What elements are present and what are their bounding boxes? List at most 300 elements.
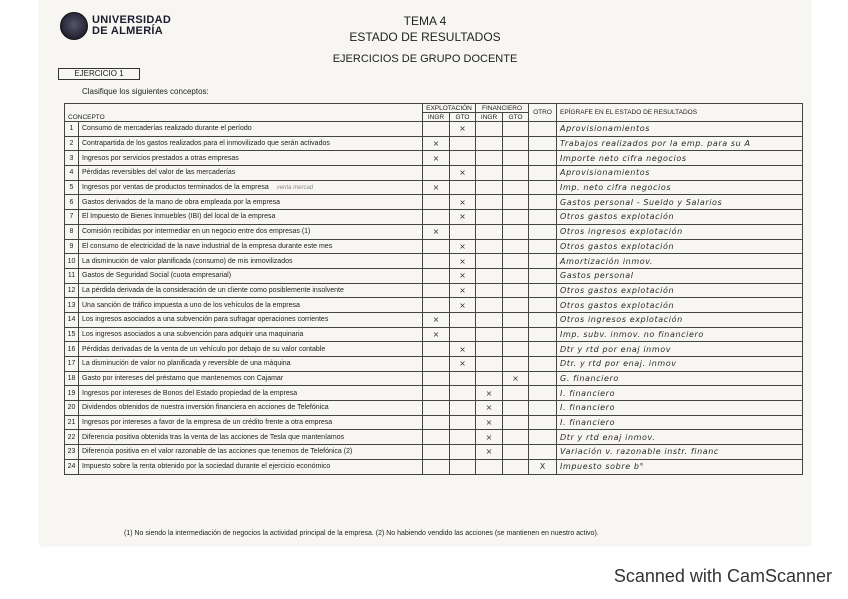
row-number-text: 14 <box>67 316 76 324</box>
row-epigrafe-text: Dtr y rtd por enaj inmov <box>560 344 672 354</box>
mark-expl-gto-text: × <box>459 241 466 251</box>
mark-expl-gto <box>450 415 476 430</box>
row-epigrafe <box>557 371 803 386</box>
table-row <box>65 298 803 313</box>
mark-fin-gto <box>503 312 529 327</box>
row-number <box>65 401 79 416</box>
table-body <box>65 122 803 475</box>
table-row <box>65 195 803 210</box>
row-number-text: 6 <box>69 198 74 206</box>
mark-otro <box>529 268 557 283</box>
row-number <box>65 283 79 298</box>
table-row <box>65 371 803 386</box>
mark-expl-gto <box>450 180 476 195</box>
mark-expl-gto <box>450 430 476 445</box>
row-epigrafe-text: Gastos personal <box>560 271 634 281</box>
doc-section: EJERCICIOS DE GRUPO DOCENTE <box>332 53 518 65</box>
row-epigrafe <box>557 401 803 416</box>
mark-expl-gto <box>450 298 476 313</box>
mark-expl-ingr <box>423 445 450 460</box>
row-concepto-text: Los ingresos asociados a una subvención para sufragar operaciones corrientes <box>82 316 329 324</box>
mark-fin-ingr-text: × <box>485 432 493 442</box>
table-row <box>65 312 803 327</box>
row-concepto <box>79 268 423 283</box>
mark-expl-ingr <box>423 166 450 181</box>
row-epigrafe <box>557 445 803 460</box>
mark-expl-ingr <box>423 122 450 137</box>
mark-expl-gto-text: × <box>459 285 466 295</box>
exercise-label: EJERCICIO 1 <box>58 68 140 80</box>
mark-expl-ingr-text: × <box>432 329 440 339</box>
classification-table <box>64 103 803 475</box>
mark-fin-ingr <box>476 312 503 327</box>
mark-expl-gto-text: × <box>459 124 466 134</box>
row-epigrafe <box>557 386 803 401</box>
row-concepto <box>79 459 423 474</box>
row-epigrafe-text: I. financiero <box>560 388 616 398</box>
mark-fin-ingr <box>476 180 503 195</box>
row-number-text: 13 <box>67 301 76 309</box>
row-number <box>65 445 79 460</box>
mark-expl-ingr-text: × <box>432 139 440 149</box>
mark-fin-ingr <box>476 166 503 181</box>
mark-fin-ingr <box>476 224 503 239</box>
row-concepto-text: Contrapartida de los gastos realizados para el inmovilizado que serán activados <box>82 140 330 148</box>
mark-fin-ingr <box>476 268 503 283</box>
row-epigrafe-text: Aprovisionamientos <box>560 168 650 178</box>
mark-expl-ingr <box>423 371 450 386</box>
mark-expl-ingr <box>423 136 450 151</box>
mark-fin-ingr <box>476 371 503 386</box>
mark-fin-ingr <box>476 254 503 269</box>
mark-otro <box>529 151 557 166</box>
mark-expl-ingr <box>423 430 450 445</box>
row-epigrafe <box>557 459 803 474</box>
row-concepto <box>79 254 423 269</box>
row-number <box>65 371 79 386</box>
mark-fin-ingr <box>476 401 503 416</box>
row-epigrafe-text: G. financiero <box>560 374 619 384</box>
mark-fin-gto <box>503 342 529 357</box>
row-number-text: 5 <box>69 184 74 192</box>
row-number-text: 21 <box>67 419 76 427</box>
mark-expl-gto <box>450 195 476 210</box>
university-name-line2: DE ALMERÍA <box>92 25 164 37</box>
row-epigrafe <box>557 430 803 445</box>
mark-expl-gto <box>450 210 476 225</box>
row-number-text: 9 <box>69 242 74 250</box>
mark-fin-gto <box>503 459 529 474</box>
table-row <box>65 386 803 401</box>
row-number <box>65 166 79 181</box>
row-epigrafe-text: Amortización inmov. <box>560 256 654 266</box>
row-number <box>65 342 79 357</box>
mark-expl-gto <box>450 283 476 298</box>
row-epigrafe-text: Aprovisionamientos <box>560 124 650 134</box>
row-epigrafe-text: Otros gastos explotación <box>560 300 675 310</box>
mark-expl-gto <box>450 122 476 137</box>
mark-fin-ingr <box>476 283 503 298</box>
mark-fin-ingr <box>476 298 503 313</box>
row-number-text: 2 <box>69 140 74 148</box>
row-epigrafe-text: Dtr y rtd enaj inmov. <box>560 432 656 442</box>
scanned-page <box>40 0 810 545</box>
mark-fin-gto <box>503 386 529 401</box>
row-epigrafe-text: Otros gastos explotación <box>560 241 675 251</box>
mark-expl-ingr <box>423 298 450 313</box>
row-concepto-text: Diferencia positiva obtenida tras la venta de las acciones de Tesla que manteníamos <box>82 433 345 441</box>
mark-fin-gto <box>503 151 529 166</box>
row-concepto-text: Consumo de mercaderías realizado durante el período <box>82 125 252 133</box>
mark-fin-gto <box>503 166 529 181</box>
row-number <box>65 180 79 195</box>
row-number-text: 3 <box>69 154 74 162</box>
row-epigrafe <box>557 224 803 239</box>
table-row <box>65 357 803 372</box>
mark-fin-ingr <box>476 459 503 474</box>
mark-expl-gto <box>450 239 476 254</box>
header-otro: OTRO <box>529 104 557 122</box>
row-number-text: 15 <box>67 330 76 338</box>
row-epigrafe-text: Otros gastos explotación <box>560 285 675 295</box>
mark-fin-gto <box>503 239 529 254</box>
table-row <box>65 122 803 137</box>
mark-fin-gto <box>503 268 529 283</box>
row-epigrafe <box>557 151 803 166</box>
row-concepto-text: Comisión recibidas por intermediar en un negocio entre dos empresas (1) <box>82 228 311 236</box>
row-epigrafe <box>557 254 803 269</box>
row-concepto-text: El Impuesto de Bienes Inmuebles (IBI) del local de la empresa <box>82 213 276 221</box>
row-number <box>65 327 79 342</box>
row-concepto <box>79 371 423 386</box>
mark-expl-gto <box>450 459 476 474</box>
row-epigrafe <box>557 195 803 210</box>
row-number <box>65 415 79 430</box>
header-explotacion: EXPLOTACIÓN <box>423 104 476 113</box>
row-number <box>65 136 79 151</box>
row-concepto <box>79 312 423 327</box>
mark-fin-ingr <box>476 415 503 430</box>
university-name-line1: UNIVERSIDAD <box>92 14 172 26</box>
row-concepto <box>79 386 423 401</box>
mark-fin-ingr <box>476 386 503 401</box>
mark-expl-gto <box>450 136 476 151</box>
mark-expl-ingr <box>423 401 450 416</box>
row-epigrafe <box>557 180 803 195</box>
row-epigrafe-text: Trabajos realizados por la emp. para su A <box>560 139 751 149</box>
row-concepto-text: Gastos derivados de la mano de obra empleada por la empresa <box>82 198 281 206</box>
mark-expl-gto <box>450 166 476 181</box>
table-row <box>65 401 803 416</box>
row-number-text: 24 <box>67 463 76 471</box>
row-concepto <box>79 239 423 254</box>
row-number <box>65 239 79 254</box>
row-epigrafe <box>557 415 803 430</box>
mark-fin-ingr <box>476 122 503 137</box>
mark-expl-ingr-text: × <box>432 153 440 163</box>
row-number-text: 7 <box>69 213 74 221</box>
table-row <box>65 268 803 283</box>
header-fin-gto: GTO <box>503 113 529 122</box>
mark-fin-gto <box>503 136 529 151</box>
mark-expl-gto <box>450 151 476 166</box>
row-epigrafe-text: Impuesto sobre b° <box>560 462 645 472</box>
mark-fin-gto <box>503 357 529 372</box>
mark-expl-ingr <box>423 268 450 283</box>
mark-expl-ingr <box>423 224 450 239</box>
mark-otro <box>529 459 557 474</box>
mark-expl-gto-text: × <box>459 197 466 207</box>
row-concepto <box>79 151 423 166</box>
mark-expl-ingr <box>423 195 450 210</box>
header-expl-ingr: INGR <box>423 113 450 122</box>
mark-fin-gto <box>503 327 529 342</box>
row-concepto-text: Ingresos por intereses de Bonos del Estado propiedad de la empresa <box>82 389 298 397</box>
mark-otro <box>529 210 557 225</box>
row-concepto <box>79 136 423 151</box>
row-number-text: 20 <box>67 404 76 412</box>
mark-expl-gto <box>450 254 476 269</box>
row-concepto-text: Pérdidas derivadas de la venta de un vehículo por debajo de su valor contable <box>82 345 326 353</box>
mark-otro <box>529 166 557 181</box>
mark-expl-ingr-text: × <box>432 315 440 325</box>
row-concepto-text: La disminución de valor planificada (consumo) de mis inmovilizados <box>82 257 293 265</box>
table-row <box>65 430 803 445</box>
mark-expl-ingr <box>423 386 450 401</box>
mark-expl-gto <box>450 445 476 460</box>
mark-fin-ingr <box>476 151 503 166</box>
row-number <box>65 298 79 313</box>
mark-expl-ingr <box>423 151 450 166</box>
mark-expl-ingr <box>423 210 450 225</box>
mark-otro <box>529 327 557 342</box>
row-concepto <box>79 224 423 239</box>
mark-fin-gto <box>503 180 529 195</box>
row-epigrafe <box>557 298 803 313</box>
mark-expl-ingr <box>423 357 450 372</box>
row-concepto <box>79 415 423 430</box>
row-concepto <box>79 210 423 225</box>
row-concepto-text: Ingresos por ventas de productos terminados de la empresa <box>82 184 269 192</box>
row-number <box>65 312 79 327</box>
row-epigrafe-text: Otros gastos explotación <box>560 212 675 222</box>
table-row <box>65 136 803 151</box>
mark-expl-ingr <box>423 180 450 195</box>
camscanner-watermark: Scanned with CamScanner <box>613 566 832 586</box>
mark-fin-gto <box>503 283 529 298</box>
mark-expl-gto-text: × <box>459 300 466 310</box>
mark-fin-gto <box>503 415 529 430</box>
mark-fin-gto <box>503 122 529 137</box>
row-concepto <box>79 430 423 445</box>
mark-expl-gto <box>450 357 476 372</box>
mark-otro <box>529 371 557 386</box>
mark-expl-ingr <box>423 283 450 298</box>
mark-otro <box>529 298 557 313</box>
row-number-text: 17 <box>67 360 76 368</box>
row-concepto-text: Impuesto sobre la renta obtenido por la sociedad durante el ejercicio económico <box>82 463 331 471</box>
mark-fin-gto <box>503 298 529 313</box>
row-number-text: 19 <box>67 389 76 397</box>
mark-fin-ingr <box>476 195 503 210</box>
row-concepto-text: El consumo de electricidad de la nave industrial de la empresa durante este mes <box>82 242 333 250</box>
row-concepto-text: Gastos de Seguridad Social (cuota empresarial) <box>82 272 232 280</box>
row-concepto <box>79 283 423 298</box>
mark-expl-ingr <box>423 239 450 254</box>
mark-expl-gto <box>450 401 476 416</box>
mark-otro-text: X <box>539 462 546 472</box>
row-concepto-text: Dividendos obtenidos de nuestra inversión financiera en acciones de Telefónica <box>82 404 329 412</box>
mark-otro <box>529 239 557 254</box>
row-number-text: 22 <box>67 433 76 441</box>
mark-expl-gto-text: × <box>459 256 466 266</box>
table-row <box>65 239 803 254</box>
row-epigrafe-text: Gastos personal - Sueldo y Salarios <box>560 197 723 207</box>
mark-expl-ingr <box>423 415 450 430</box>
row-epigrafe-text: Otros ingresos explotación <box>560 227 683 237</box>
mark-otro <box>529 430 557 445</box>
row-number <box>65 122 79 137</box>
row-number-text: 23 <box>67 448 76 456</box>
row-epigrafe-text: I. financiero <box>560 418 616 428</box>
row-epigrafe <box>557 166 803 181</box>
mark-expl-ingr <box>423 459 450 474</box>
mark-expl-gto-text: × <box>459 359 466 369</box>
mark-fin-gto <box>503 401 529 416</box>
mark-expl-gto <box>450 312 476 327</box>
footnote: (1) No siendo la intermediación de negocios la actividad principal de la empresa. (2) No habiendo vendido las acciones (se mantienen en nuestro activo). <box>124 530 599 537</box>
mark-fin-ingr <box>476 342 503 357</box>
mark-otro <box>529 415 557 430</box>
mark-otro <box>529 401 557 416</box>
mark-otro <box>529 122 557 137</box>
mark-otro <box>529 445 557 460</box>
row-number <box>65 151 79 166</box>
table-row <box>65 151 803 166</box>
row-concepto-text: Pérdidas reversibles del valor de las mercaderías <box>82 169 236 177</box>
table-row <box>65 180 803 195</box>
mark-expl-ingr-text: × <box>432 183 440 193</box>
mark-fin-gto <box>503 430 529 445</box>
row-epigrafe <box>557 357 803 372</box>
mark-fin-gto <box>503 254 529 269</box>
row-concepto <box>79 195 423 210</box>
row-epigrafe-text: Variación v. razonable instr. financ <box>560 447 719 457</box>
row-epigrafe <box>557 210 803 225</box>
row-number <box>65 430 79 445</box>
mark-expl-ingr <box>423 327 450 342</box>
mark-fin-ingr <box>476 430 503 445</box>
row-concepto <box>79 357 423 372</box>
row-epigrafe <box>557 239 803 254</box>
row-epigrafe <box>557 268 803 283</box>
mark-fin-gto <box>503 371 529 386</box>
table-row <box>65 342 803 357</box>
mark-expl-gto-text: × <box>459 271 466 281</box>
mark-otro <box>529 342 557 357</box>
row-concepto-text: Los ingresos asociados a una subvención para adquirir una maquinaria <box>82 330 304 338</box>
row-concepto <box>79 327 423 342</box>
row-epigrafe-text: Imp. subv. inmov. no financiero <box>560 329 704 339</box>
mark-fin-ingr <box>476 445 503 460</box>
mark-expl-ingr <box>423 254 450 269</box>
mark-fin-ingr-text: × <box>485 403 493 413</box>
row-epigrafe <box>557 342 803 357</box>
row-number-text: 10 <box>67 257 76 265</box>
row-number <box>65 254 79 269</box>
row-number <box>65 224 79 239</box>
mark-otro <box>529 224 557 239</box>
row-number <box>65 459 79 474</box>
table-row <box>65 459 803 474</box>
row-number <box>65 357 79 372</box>
table-row <box>65 166 803 181</box>
mark-expl-gto-text: × <box>459 344 466 354</box>
row-concepto <box>79 180 423 195</box>
header-fin-ingr: INGR <box>476 113 503 122</box>
mark-expl-gto-text: × <box>459 168 466 178</box>
mark-fin-ingr <box>476 239 503 254</box>
header-epigrafe: EPÍGRAFE EN EL ESTADO DE RESULTADOS <box>557 104 803 122</box>
mark-expl-ingr <box>423 312 450 327</box>
mark-expl-gto <box>450 268 476 283</box>
row-concepto <box>79 166 423 181</box>
mark-fin-ingr-text: × <box>485 388 493 398</box>
mark-expl-gto <box>450 386 476 401</box>
row-number <box>65 386 79 401</box>
mark-expl-gto <box>450 342 476 357</box>
mark-expl-ingr-text: × <box>432 227 440 237</box>
row-epigrafe <box>557 136 803 151</box>
mark-otro <box>529 136 557 151</box>
table-row <box>65 327 803 342</box>
mark-expl-gto <box>450 327 476 342</box>
mark-fin-ingr <box>476 136 503 151</box>
mark-otro <box>529 180 557 195</box>
row-number-text: 4 <box>69 169 74 177</box>
row-epigrafe-text: Dtr. y rtd por enaj. inmov <box>560 359 677 369</box>
header-financiero: FINANCIERO <box>476 104 529 113</box>
row-number-text: 18 <box>67 375 76 383</box>
row-epigrafe <box>557 312 803 327</box>
table-row <box>65 445 803 460</box>
mark-expl-gto <box>450 371 476 386</box>
mark-otro <box>529 195 557 210</box>
mark-otro <box>529 254 557 269</box>
row-concepto-text: La pérdida derivada de la consideración de un cliente como posiblemente insolvente <box>82 286 344 294</box>
table-row <box>65 210 803 225</box>
table-row <box>65 283 803 298</box>
mark-fin-ingr <box>476 327 503 342</box>
header-expl-gto: GTO <box>450 113 476 122</box>
row-concepto <box>79 298 423 313</box>
mark-expl-gto-text: × <box>459 212 466 222</box>
mark-otro <box>529 386 557 401</box>
row-concepto <box>79 401 423 416</box>
mark-fin-ingr <box>476 357 503 372</box>
table-row <box>65 415 803 430</box>
table-row <box>65 254 803 269</box>
instruction-text: Clasifique los siguientes conceptos: <box>82 87 209 96</box>
row-number-text: 1 <box>69 125 74 133</box>
row-concepto-text: Una sanción de tráfico impuesta a uno de los vehículos de la empresa <box>82 301 300 309</box>
mark-otro <box>529 357 557 372</box>
mark-fin-gto <box>503 224 529 239</box>
row-number <box>65 210 79 225</box>
row-epigrafe <box>557 122 803 137</box>
row-number-text: 8 <box>69 228 74 236</box>
handwritten-annotation: venta mercad <box>276 185 314 192</box>
